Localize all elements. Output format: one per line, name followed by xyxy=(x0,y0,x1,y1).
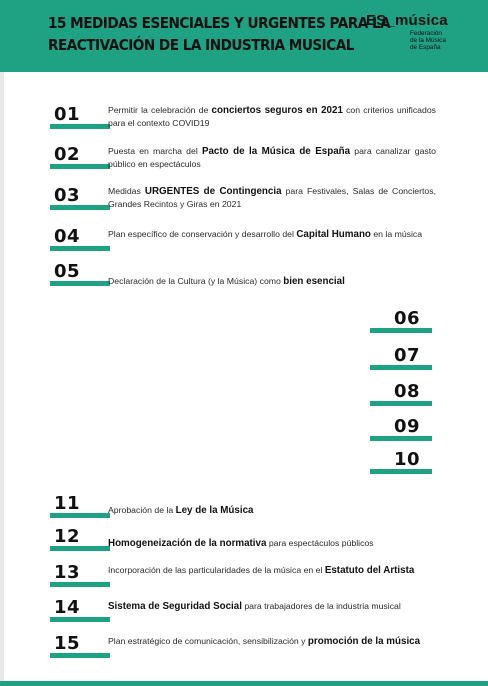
logo-wordmark: ES_música xyxy=(366,12,448,29)
measure-text-regular: para canalizar gasto público en espectáculos xyxy=(108,146,436,169)
measure-number: 10 xyxy=(370,452,432,474)
title-line-1: 15 MEDIDAS ESENCIALES Y URGENTES PARA LA xyxy=(48,14,391,32)
measure-text-bold: URGENTES de Contingencia xyxy=(144,186,282,197)
measure-text xyxy=(108,635,436,648)
logo-sub-line-3: de España xyxy=(410,44,441,51)
measure-text xyxy=(108,600,436,613)
measure-text-regular: Declaración de la Cultura (y la Música) como xyxy=(108,276,284,286)
measure-text xyxy=(108,537,436,550)
measure-number: 05 xyxy=(50,264,110,286)
measure-text xyxy=(108,228,436,241)
measure-text-bold: conciertos seguros en 2021 xyxy=(211,105,343,116)
logo-subtitle xyxy=(410,30,470,51)
measure-number: 11 xyxy=(50,496,110,518)
measure-number: 15 xyxy=(50,636,110,658)
measure-text xyxy=(108,275,436,288)
measure-text-regular: Plan específico de conservación y desarrollo del xyxy=(108,229,297,239)
measure-text-regular: Puesta en marcha del xyxy=(108,146,202,156)
measure-number: 08 xyxy=(370,384,432,406)
measure-text-regular: para espectáculos públicos xyxy=(266,538,374,548)
bottom-bar xyxy=(0,681,488,686)
measure-text xyxy=(108,564,436,577)
header-band xyxy=(0,0,488,72)
measure-text xyxy=(108,504,436,517)
measure-text-regular: para Festivales, Salas de Conciertos, Grandes Recintos y Giras en 2021 xyxy=(108,186,436,209)
measure-text-bold: bien esencial xyxy=(283,276,345,287)
measure-text-bold: Capital Humano xyxy=(296,229,371,240)
measure-text-regular: Medidas xyxy=(108,186,145,196)
measure-number: 06 xyxy=(370,311,432,333)
measure-text xyxy=(108,145,436,170)
title-line-2: REACTIVACIÓN DE LA INDUSTRIA MUSICAL xyxy=(48,36,354,54)
measure-number: 02 xyxy=(50,147,110,169)
measure-number: 09 xyxy=(370,419,432,441)
es-musica-logo xyxy=(366,12,476,56)
measure-number: 03 xyxy=(50,188,110,210)
measure-text-regular: Incorporación de las particularidades de la música en el xyxy=(108,565,325,575)
measure-text-bold: Homogeneización de la normativa xyxy=(108,538,267,549)
measure-text xyxy=(108,185,436,210)
measure-number: 14 xyxy=(50,600,110,622)
measure-text-bold: promoción de la música xyxy=(307,636,421,647)
measure-number: 13 xyxy=(50,565,110,587)
measure-text-regular: en la música xyxy=(370,229,423,239)
page-title xyxy=(48,12,391,56)
measure-text-regular: con criterios unificados para el contexto COVID19 xyxy=(108,105,436,128)
measure-text-regular: Aprobación de la xyxy=(108,505,176,515)
logo-sub-line-1: Federación xyxy=(410,30,442,37)
measure-number: 12 xyxy=(50,529,110,551)
measure-number: 07 xyxy=(370,348,432,370)
measure-number: 01 xyxy=(50,107,110,129)
measure-number: 04 xyxy=(50,229,110,251)
measure-text-regular: Permitir la celebración de xyxy=(108,105,212,115)
measure-text xyxy=(108,104,436,129)
measure-text-bold: Estatuto del Artista xyxy=(324,565,415,576)
measure-text-bold: Sistema de Seguridad Social xyxy=(108,601,242,612)
measure-text-regular: Plan estratégico de comunicación, sensibilización y xyxy=(108,636,308,646)
measure-text-regular: para trabajadores de la industria musical xyxy=(241,601,401,611)
logo-sub-line-2: de la Música xyxy=(410,37,446,44)
measure-text-bold: Pacto de la Música de España xyxy=(201,146,351,157)
measure-text-bold: Ley de la Música xyxy=(175,505,254,516)
left-border xyxy=(0,72,4,682)
